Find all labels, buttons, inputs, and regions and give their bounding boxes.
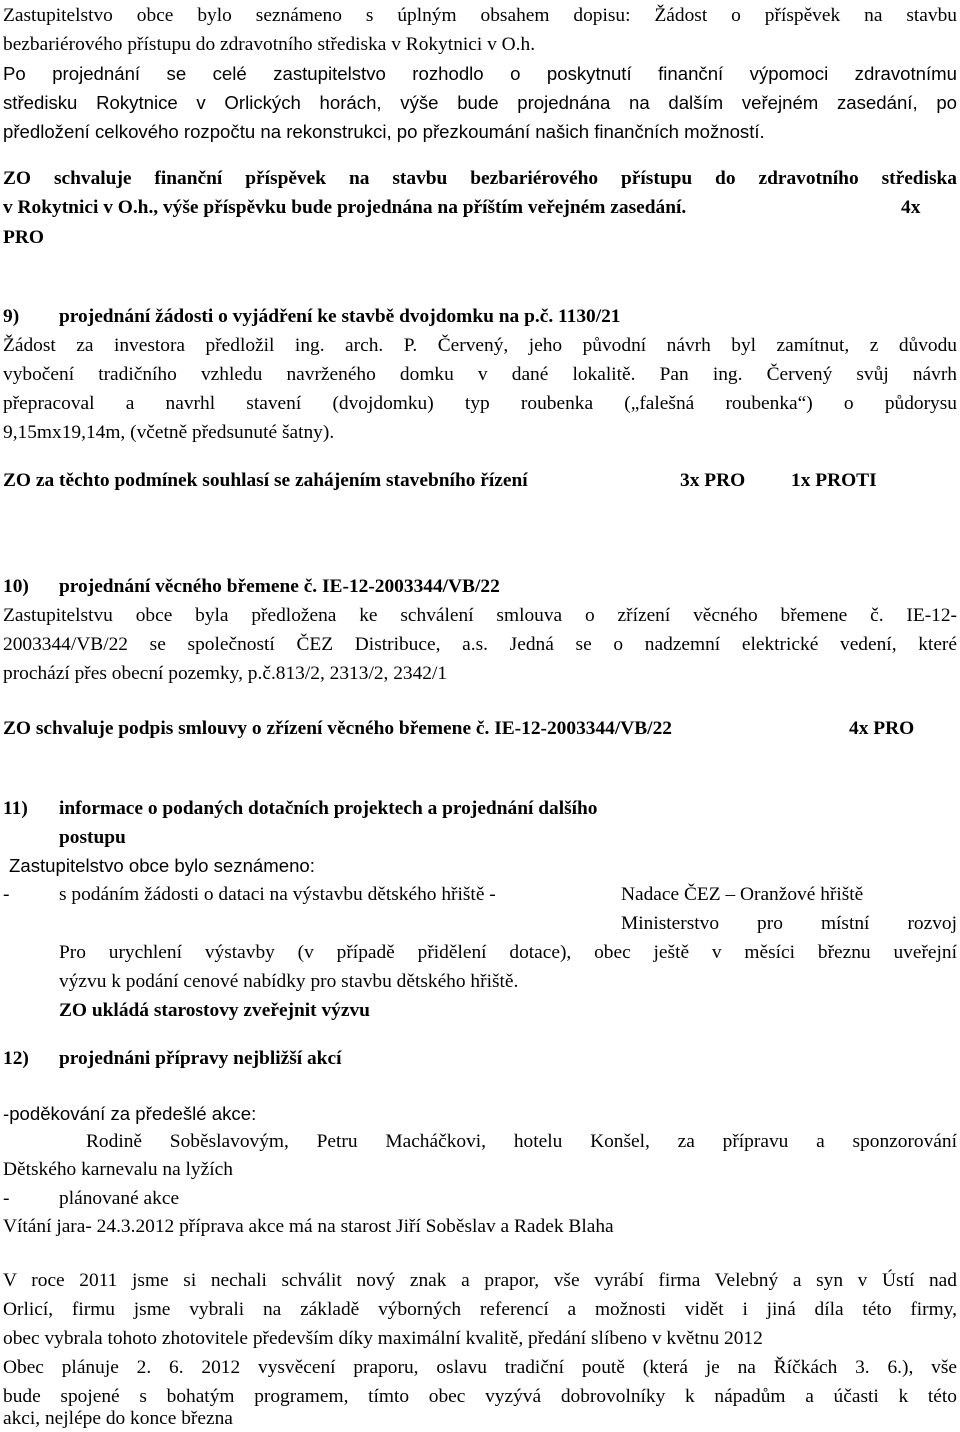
- item-10-number: 10): [3, 576, 29, 597]
- item-10-heading: [3, 574, 957, 600]
- item-10-resolution: [3, 716, 957, 742]
- item-11-title-line-1: informace o podaných dotačních projektech a projednání dalšího: [59, 798, 598, 819]
- item-10-line-3: prochází přes obecní pozemky, p.č.813/2, 2313/2, 2342/1: [3, 663, 448, 684]
- resolution-1-vote-result: PRO: [3, 227, 44, 248]
- item-12-event: Vítání jara- 24.3.2012 příprava akce má na starost Jiří Soběslav a Radek Blaha: [3, 1216, 614, 1237]
- item-9-line-4: 9,15mx19,14m, (včetně předsunuté šatny).: [3, 422, 335, 443]
- closing-line-5: bude spojené s bohatým programem, tímto obec vyzývá dobrovolníky k nápadům a účasti k této: [3, 1386, 957, 1407]
- closing-line-6: akci, nejlépe do konce března: [3, 1408, 233, 1429]
- item-11-heading: [3, 796, 957, 822]
- resolution-1-vote: 4x: [901, 197, 921, 218]
- intro-line-1: Zastupitelstvo obce bylo seznámeno s úplným obsahem dopisu: Žádost o příspěvek na stavbu: [3, 5, 957, 26]
- item-11-funder-1: Nadace ČEZ – Oranžové hřiště: [621, 884, 864, 905]
- closing-line-1: V roce 2011 jsme si nechali schválit nový znak a prapor, vše vyrábí firma Velebný a syn v Ústí nad: [3, 1270, 957, 1291]
- item-12-title: projednáni přípravy nejbližší akcí: [59, 1048, 342, 1069]
- item-10-resolution-text: ZO schvaluje podpis smlouvy o zřízení věcného břemene č. IE-12-2003344/VB/22: [3, 718, 672, 739]
- item-12-thanks-line-1: Rodině Soběslavovým, Petru Macháčkovi, hotelu Konšel, za přípravu a sponzorování: [86, 1131, 957, 1152]
- item-11-line-2: výzvu k podání cenové nabídky pro stavbu dětského hřiště.: [59, 971, 519, 992]
- item-9-vote-against: 1x PROTI: [791, 470, 877, 491]
- item-9-heading: [3, 304, 957, 330]
- item-12-thanks-line-2: Dětského karnevalu na lyžích: [3, 1159, 233, 1180]
- item-12-thanks-heading: -poděkování za předešlé akce:: [3, 1103, 257, 1124]
- item-10-line-2: 2003344/VB/22 se společností ČEZ Distribuce, a.s. Jedná se o nadzemní elektrické vedení, které: [3, 634, 957, 655]
- item-11-intro: Zastupitelstvo obce bylo seznámeno:: [9, 855, 315, 876]
- item-10-vote: 4x PRO: [849, 718, 915, 739]
- resolution-1-text: v Rokytnici v O.h., výše příspěvku bude projednána na příštím veřejném zasedání.: [3, 197, 687, 218]
- item-11-funder-2: Ministerstvo pro místní rozvoj: [621, 913, 957, 934]
- item-11-line-1: Pro urychlení výstavby (v případě přidělení dotace), obec ještě v měsíci březnu uveřejní: [59, 942, 957, 963]
- item-11-bullet-line: [3, 882, 957, 908]
- item-11-number: 11): [3, 798, 28, 819]
- item-11-title-line-2: postupu: [59, 827, 126, 848]
- closing-line-4: Obec plánuje 2. 6. 2012 vysvěcení praporu, oslavu tradiční poutě (která je na Říčkách 3. 6.), vše: [3, 1357, 957, 1378]
- intro-line-3: Po projednání se celé zastupitelstvo rozhodlo o poskytnutí finanční výpomoci zdravotnímu: [3, 63, 957, 84]
- item-12-planned-line: [3, 1186, 957, 1212]
- item-12-planned-bullet: -: [3, 1188, 10, 1209]
- item-9-vote-for: 3x PRO: [680, 470, 746, 491]
- intro-line-5: předložení celkového rozpočtu na rekonstrukci, po přezkoumání našich finančních možností.: [3, 121, 765, 142]
- resolution-1-line-1: ZO schvaluje finanční příspěvek na stavbu bezbariérového přístupu do zdravotního střediska: [3, 168, 957, 189]
- item-10-line-1: Zastupitelstvu obce byla předložena ke schválení smlouva o zřízení věcného břemene č. IE-12-: [3, 605, 957, 626]
- item-9-title: projednání žádosti o vyjádření ke stavbě dvojdomku na p.č. 1130/21: [59, 306, 621, 327]
- item-9-resolution: [3, 468, 957, 494]
- item-10-title: projednání věcného břemene č. IE-12-2003344/VB/22: [59, 576, 500, 597]
- item-11-bullet-text: s podáním žádosti o dataci na výstavbu dětského hřiště -: [59, 884, 496, 905]
- item-9-number: 9): [3, 306, 20, 327]
- item-9-line-2: vybočení tradičního vzhledu navrženého domku v dané lokalitě. Pan ing. Červený svůj návrh: [3, 364, 957, 385]
- resolution-1-line-2: [3, 195, 957, 221]
- closing-line-2: Orlicí, firmu jsme vybrali na základě výborných referencí a možnosti vidět i jiná díla této firmy,: [3, 1299, 957, 1320]
- item-9-resolution-text: ZO za těchto podmínek souhlasí se zahájením stavebního řízení: [3, 470, 528, 491]
- item-11-bullet: -: [3, 884, 10, 905]
- item-12-heading: [3, 1046, 957, 1072]
- intro-line-2: bezbariérového přístupu do zdravotního střediska v Rokytnici v O.h.: [3, 34, 536, 55]
- item-12-planned-heading: plánované akce: [59, 1188, 180, 1209]
- item-12-number: 12): [3, 1048, 29, 1069]
- item-9-line-1: Žádost za investora předložil ing. arch. P. Červený, jeho původní návrh byl zamítnut, z důvodu: [3, 335, 957, 356]
- closing-line-3: obec vybrala tohoto zhotovitele především díky maximální kvalitě, předání slíbeno v květnu 2012: [3, 1328, 763, 1349]
- intro-line-4: středisku Rokytnice v Orlických horách, výše bude projednána na dalším veřejném zasedání, po: [3, 92, 957, 113]
- item-9-line-3: přepracoval a navrhl stavení (dvojdomku) typ roubenka („falešná roubenka“) o půdorysu: [3, 393, 957, 414]
- item-11-resolution: ZO ukládá starostovy zveřejnit výzvu: [59, 1000, 370, 1021]
